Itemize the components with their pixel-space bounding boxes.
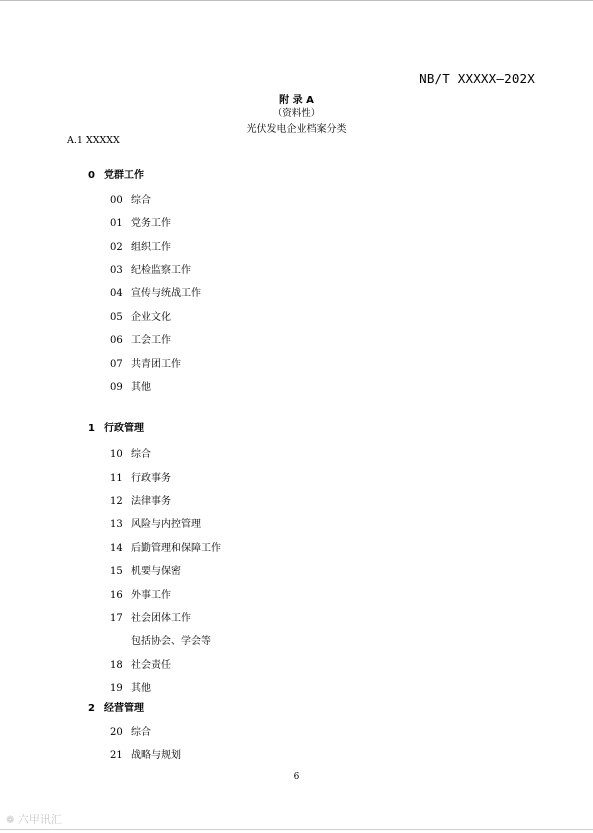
category-heading (88, 699, 144, 714)
list-item (110, 515, 201, 530)
item-code: 16 (110, 590, 123, 601)
item-code: 02 (110, 242, 123, 253)
item-label: 社会责任 (131, 660, 171, 671)
appendix-title: 附 录 A (279, 95, 314, 106)
item-code: 07 (110, 359, 123, 370)
item-code: 17 (110, 613, 123, 624)
item-code: 04 (110, 288, 123, 299)
list-item (110, 562, 181, 577)
item-code: 12 (110, 496, 123, 507)
list-item (110, 539, 221, 554)
list-item (110, 355, 181, 370)
appendix-subtitle: （资料性） (272, 108, 321, 119)
item-label: 共青团工作 (131, 359, 181, 370)
list-item (110, 586, 171, 601)
category-heading (88, 166, 144, 181)
list-item (110, 261, 191, 276)
item-code: 20 (110, 727, 123, 738)
list-item (110, 284, 201, 299)
item-code: 09 (110, 382, 123, 393)
category-number: 0 (88, 170, 95, 181)
list-item (110, 331, 171, 346)
category-title: 行政管理 (104, 423, 144, 434)
list-item (110, 238, 171, 253)
category-heading (88, 419, 144, 434)
item-code: 15 (110, 566, 123, 577)
item-code: 18 (110, 660, 123, 671)
item-label: 风险与内控管理 (131, 519, 201, 530)
appendix-heading: 光伏发电企业档案分类 (246, 124, 347, 135)
item-label: 行政事务 (131, 473, 171, 484)
item-label: 企业文化 (131, 312, 171, 323)
item-label: 战略与规划 (131, 750, 181, 761)
item-label: 其他 (131, 382, 151, 393)
item-label: 社会团体工作 (131, 613, 191, 624)
document-code: NB/T XXXXX—202X (419, 71, 535, 86)
list-item (110, 679, 151, 694)
item-note: 包括协会、学会等 (131, 636, 211, 647)
item-label: 其他 (131, 683, 151, 694)
page-number: 6 (293, 772, 300, 782)
list-item (110, 492, 171, 507)
item-label: 综合 (131, 449, 151, 460)
top-border (0, 0, 593, 1)
watermark-text: 六甲讯汇 (17, 813, 62, 826)
item-code: 03 (110, 265, 123, 276)
item-code: 05 (110, 312, 123, 323)
item-code: 10 (110, 449, 123, 460)
list-item (110, 445, 151, 460)
item-label: 外事工作 (131, 590, 171, 601)
watermark (6, 811, 62, 827)
list-item (110, 469, 171, 484)
item-code: 14 (110, 543, 123, 554)
item-label: 综合 (131, 195, 151, 206)
item-label: 机要与保密 (131, 566, 181, 577)
item-label: 法律事务 (131, 496, 171, 507)
item-label: 宣传与统战工作 (131, 288, 201, 299)
item-label: 党务工作 (131, 218, 171, 229)
category-number: 2 (88, 703, 95, 714)
section-label: A.1 XXXXX (67, 135, 120, 146)
item-code: 06 (110, 335, 123, 346)
item-label: 组织工作 (131, 242, 171, 253)
list-item (110, 191, 151, 206)
bottom-border (0, 829, 593, 830)
item-label: 纪检监察工作 (131, 265, 191, 276)
item-label: 工会工作 (131, 335, 171, 346)
watermark-logo-icon: ❁ (6, 815, 15, 826)
item-label: 后勤管理和保障工作 (131, 543, 221, 554)
list-item (110, 746, 181, 761)
item-code: 11 (110, 473, 123, 484)
item-code: 01 (110, 218, 123, 229)
list-item (110, 723, 151, 738)
list-item (110, 656, 171, 671)
category-number: 1 (88, 423, 95, 434)
item-code: 00 (110, 195, 123, 206)
category-title: 党群工作 (104, 170, 144, 181)
item-code: 13 (110, 519, 123, 530)
item-code: 21 (110, 750, 123, 761)
item-code: 19 (110, 683, 123, 694)
list-item (110, 214, 171, 229)
list-item (110, 609, 191, 624)
list-item (110, 378, 151, 393)
category-title: 经营管理 (104, 703, 144, 714)
item-label: 综合 (131, 727, 151, 738)
list-item (110, 308, 171, 323)
